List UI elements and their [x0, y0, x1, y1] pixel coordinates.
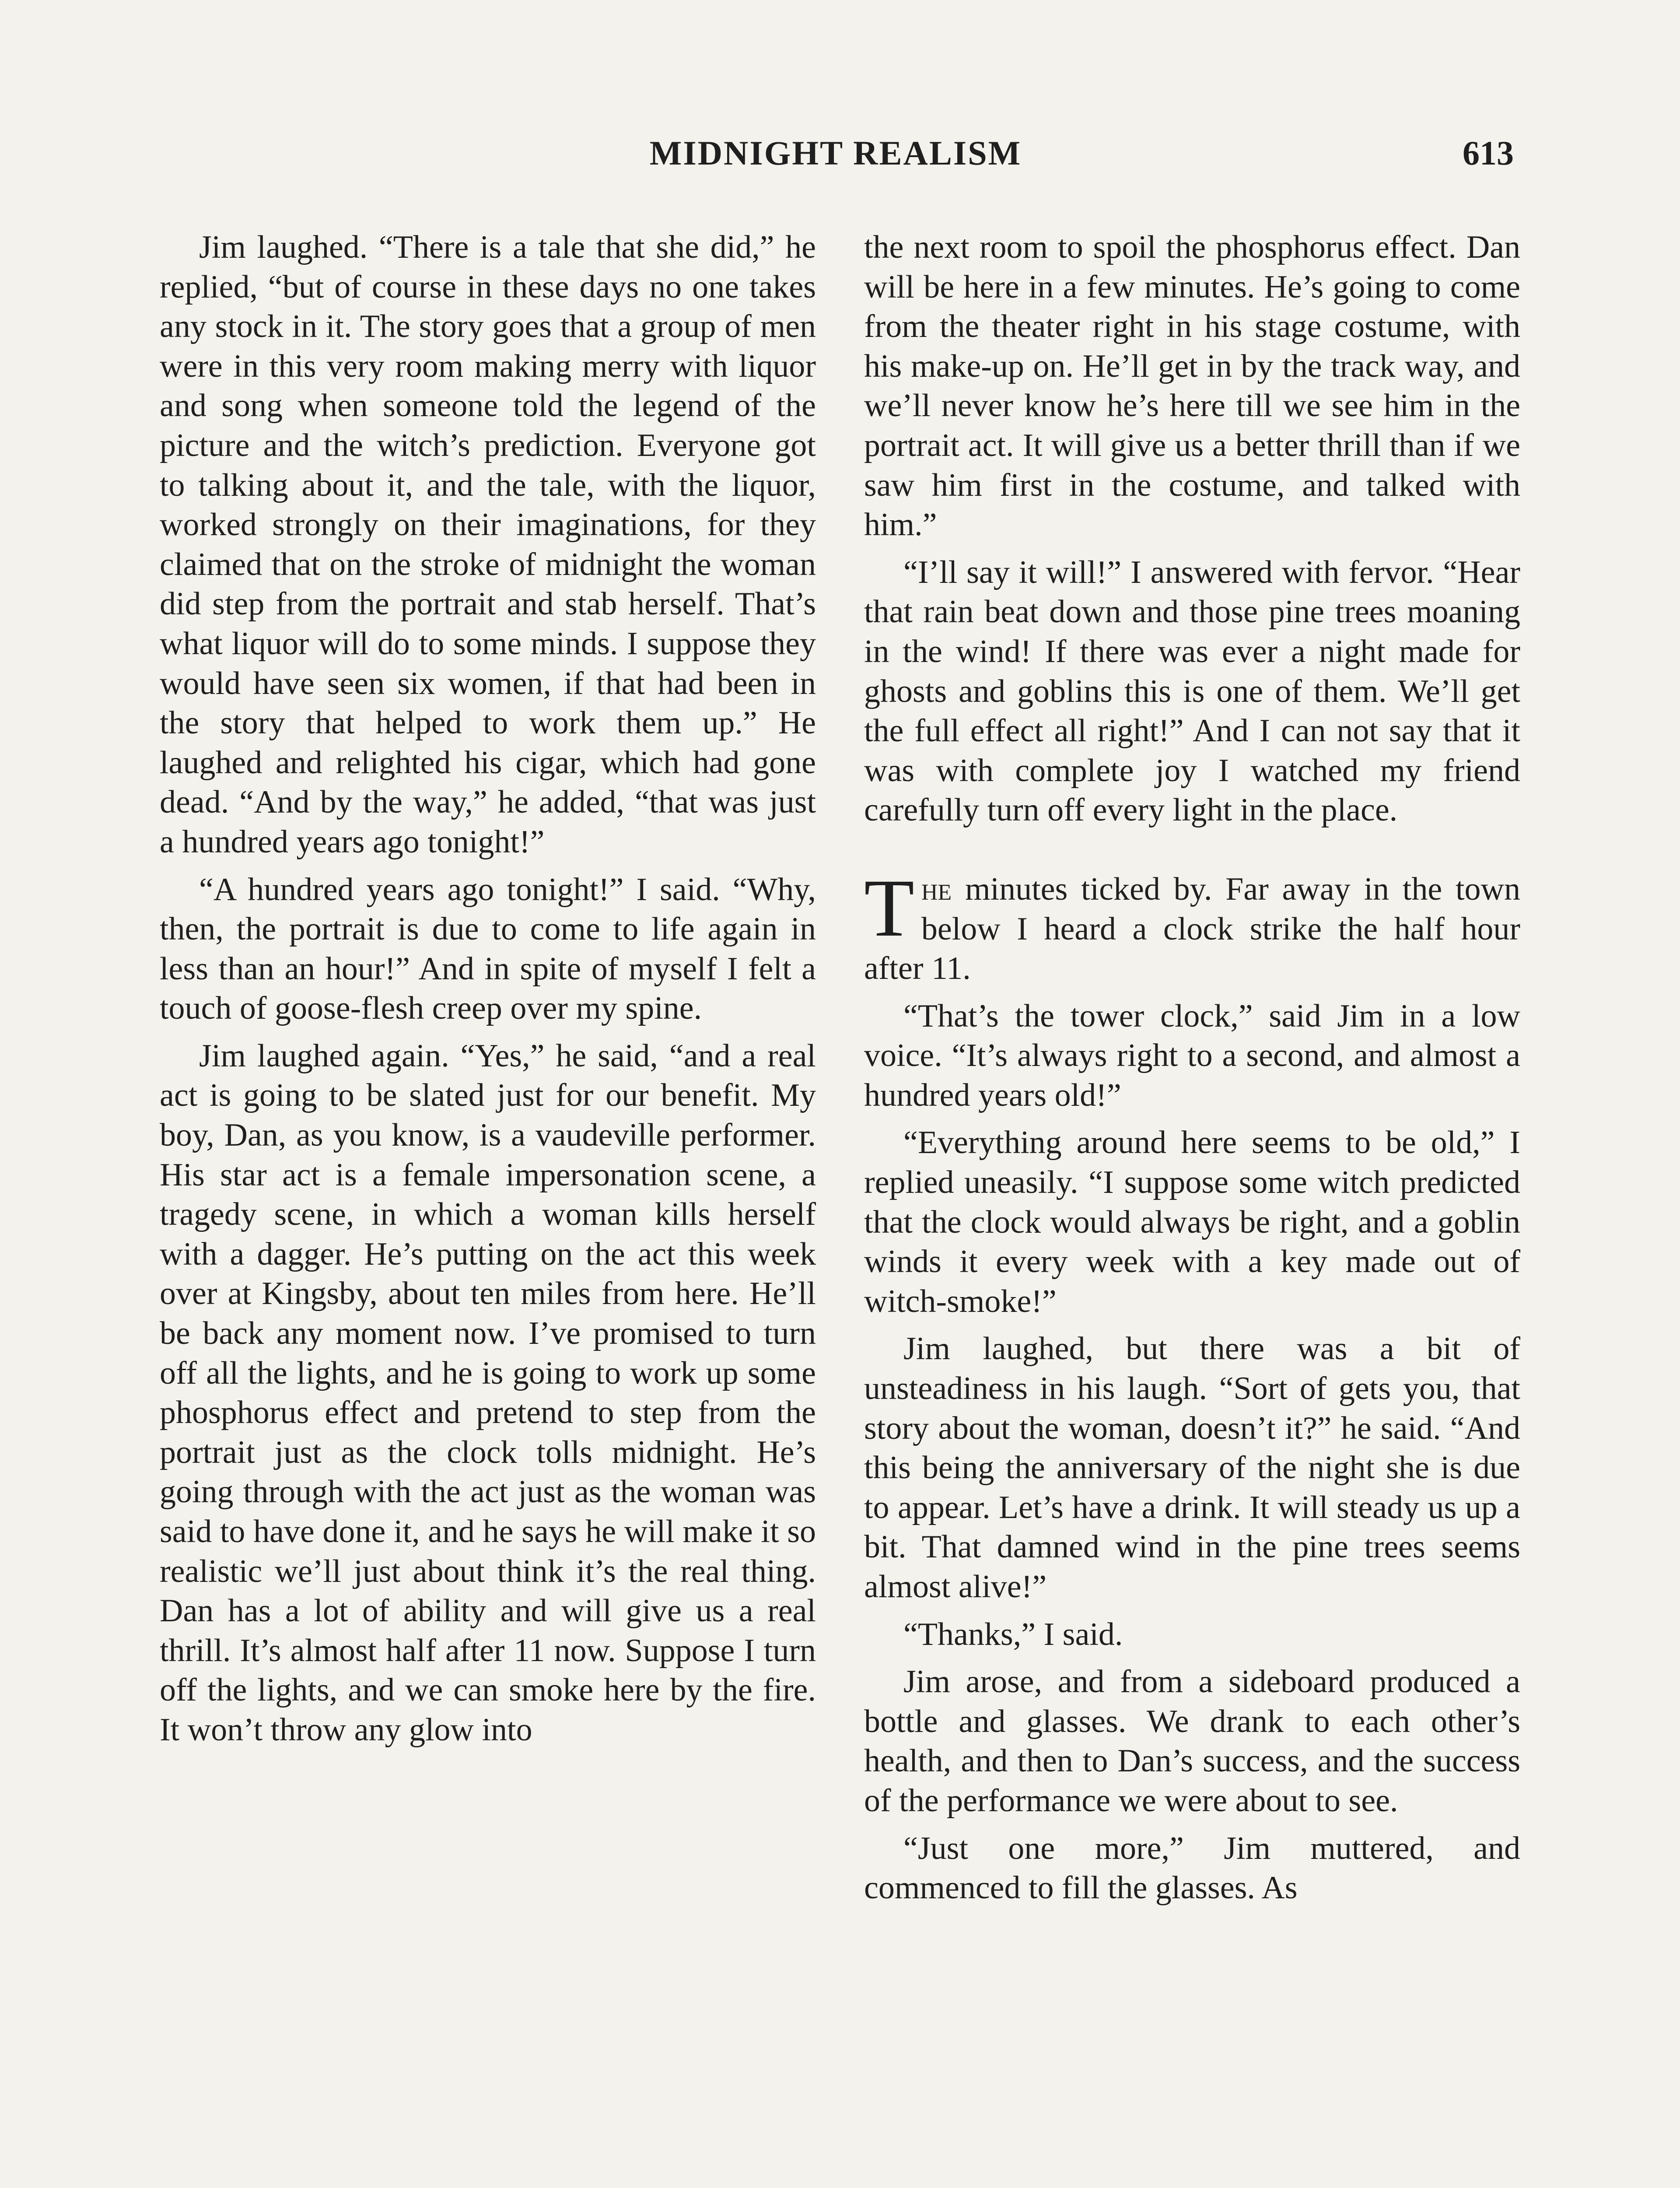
right-column — [864, 228, 1520, 1916]
section-text: minutes ticked by. Far away in the town below I heard a clock strike the half hour after 11. — [864, 871, 1520, 987]
paragraph: “That’s the tower clock,” said Jim in a low voice. “It’s always right to a second, and almost a hundred years old!” — [864, 998, 1520, 1113]
paragraph: Jim arose, and from a sideboard produced a bottle and glasses. We drank to each other’s health, and then to Dan’s success, and the success of the performance we were about to see. — [864, 1664, 1520, 1819]
small-caps-lead: he — [921, 871, 952, 907]
left-column — [160, 228, 816, 1758]
paragraph: Jim laughed, but there was a bit of unsteadiness in his laugh. “Sort of gets you, that story about the woman, doesn’t it?” he said. “And this being the anniversary of the night she is due to appear. Let’s have a drink. It will steady us up a bit. That damned wind in the pine trees seems almost alive!” — [864, 1331, 1520, 1605]
section-opening-paragraph — [864, 862, 1520, 989]
paragraph: “I’ll say it will!” I answered with fervor. “Hear that rain beat down and those pine trees moaning in the wind! If there was ever a night made for ghosts and goblins this is one of them. We’ll get the full effect all right!” And I can not say that it was with complete joy I watched my friend carefully turn off every light in the place. — [864, 554, 1520, 828]
paragraph: “A hundred years ago tonight!” I said. “Why, then, the portrait is due to come to life again in less than an hour!” And in spite of myself I felt a touch of goose-flesh creep over my spine. — [160, 871, 816, 1027]
page-number: 613 — [1463, 134, 1514, 172]
paragraph: “Thanks,” I said. — [903, 1616, 1123, 1652]
paragraph: “Just one more,” Jim muttered, and commenced to fill the glasses. As — [864, 1830, 1520, 1906]
drop-cap: T — [864, 862, 914, 954]
paragraph: Jim laughed again. “Yes,” he said, “and a real act is going to be slated just for our benefit. My boy, Dan, as you know, is a vaudeville performer. His star act is a female impersonation scene, a tragedy scene, in which a woman kills herself with a dagger. He’s putting on the act this week over at Kingsby, about ten miles from here. He’ll be back any moment now. I’ve promised to turn off all the lights, and he is going to work up some phosphorus effect and pretend to step from the portrait just as the clock tolls midnight. He’s going through with the act just as the woman was said to have done it, and he says he will make it so realistic we’ll just about think it’s the real thing. Dan has a lot of ability and will give us a real thrill. It’s almost half after 11 now. Suppose I turn off the lights, and we can smoke here by the fire. It won’t throw any glow into — [160, 1038, 816, 1748]
running-title: MIDNIGHT REALISM — [649, 134, 1022, 172]
paragraph: Jim laughed. “There is a tale that she did,” he replied, “but of course in these days no one takes any stock in it. The story goes that a group of men were in this very room making merry with liquor and song when someone told the legend of the picture and the witch’s prediction. Everyone got to talking about it, and the tale, with the liquor, worked strongly on their imaginations, for they claimed that on the stroke of midnight the woman did step from the portrait and stab herself. That’s what liquor will do to some minds. I suppose they would have seen six women, if that had been in the story that helped to work them up.” He laughed and relighted his cigar, which had gone dead. “And by the way,” he added, “that was just a hundred years ago tonight!” — [160, 229, 816, 860]
paragraph-continuation: the next room to spoil the phosphorus effect. Dan will be here in a few minutes. He’s going to come from the theater right in his stage costume, with his make-up on. He’ll get in by the track way, and we’ll never know he’s here till we see him in the portrait act. It will give us a better thrill than if we saw him first in the costume, and talked with him.” — [864, 229, 1520, 543]
page-header — [158, 133, 1514, 182]
paragraph: “Everything around here seems to be old,” I replied uneasily. “I suppose some witch predicted that the clock would always be right, and a goblin winds it every week with a key made out of witch-smoke!” — [864, 1125, 1520, 1319]
